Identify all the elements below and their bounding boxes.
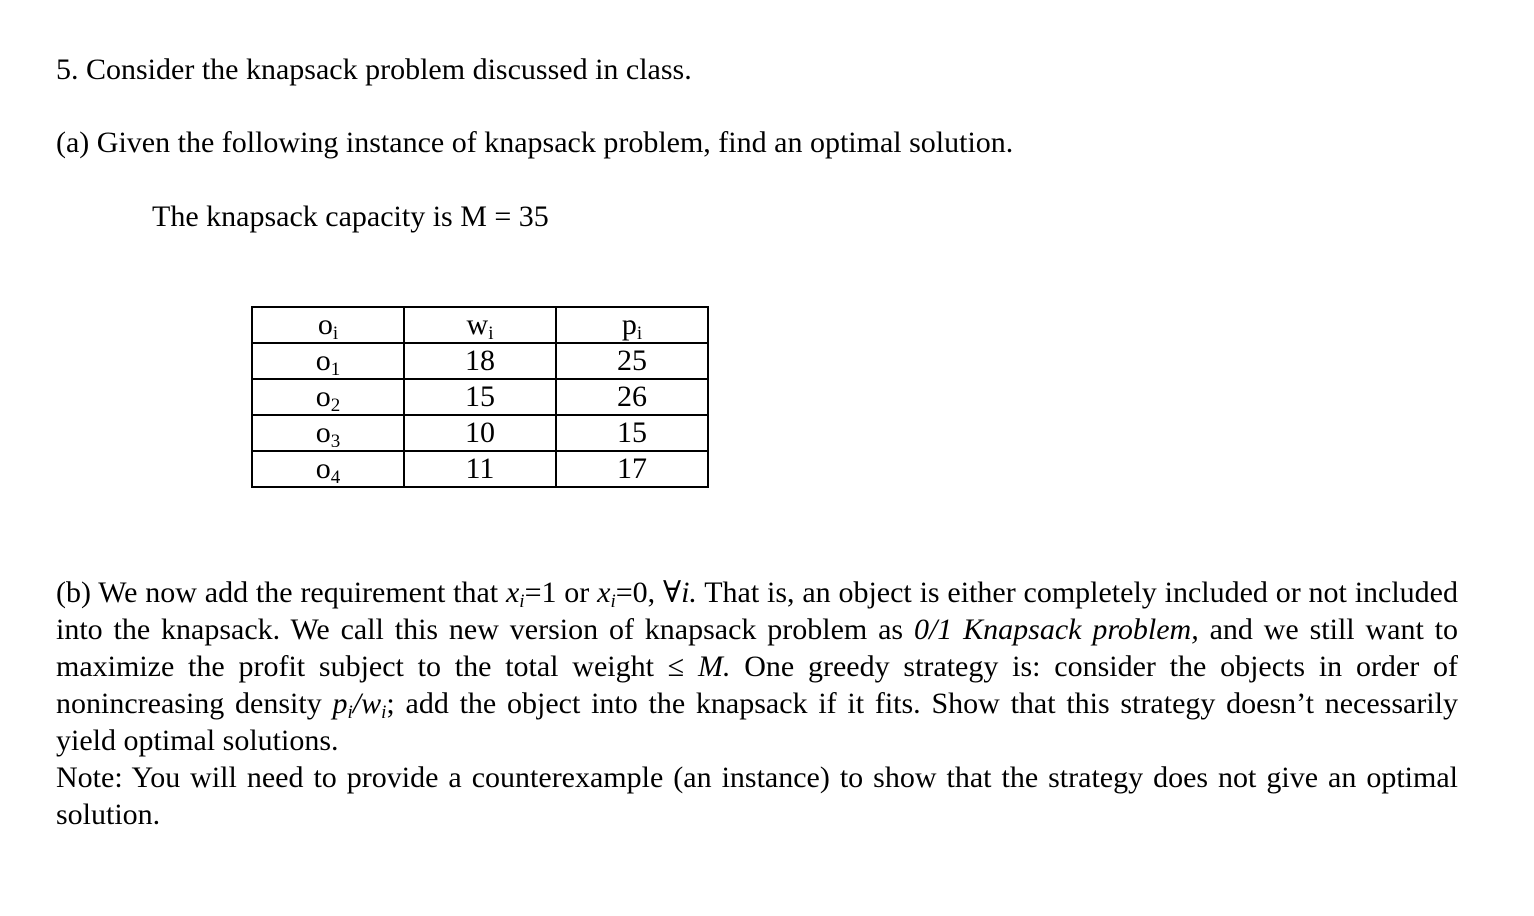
- table-header-row: [252, 307, 708, 343]
- table-row: [252, 379, 708, 415]
- weight-cell: 10: [404, 415, 556, 451]
- header-object: $o_i$: [252, 307, 404, 343]
- table-row: [252, 343, 708, 379]
- profit-cell: 17: [556, 451, 708, 487]
- weight-cell: 11: [404, 451, 556, 487]
- knapsack-instance-table: [251, 306, 709, 488]
- capacity-statement: The knapsack capacity is M = 35: [152, 200, 549, 233]
- part-a-prompt: (a) Given the following instance of knapsack problem, find an optimal solution.: [56, 126, 1014, 159]
- object-cell: $o_4$: [252, 451, 404, 487]
- part-b-prompt: (b) We now add the requirement that xi=1 or xi=0, ∀i. That is, an object is either completely included or not included into the knapsack. We call this new version of knapsack problem as 0/1 Knapsack problem, and we still want to maximize the profit subject to the total weight ≤ M. One greedy strategy is: consider the objects in order of nonincreasing density pi/wi; add the object into the knapsack if it fits. Show that this strategy doesn’t necessarily yield optimal solutions.: [56, 576, 1459, 757]
- part-b-note: Note: You will need to provide a counterexample (an instance) to show that the strategy does not give an optimal solution.: [56, 761, 1458, 831]
- weight-cell: 18: [404, 343, 556, 379]
- part-b-block: [56, 574, 1458, 833]
- weight-cell: 15: [404, 379, 556, 415]
- knapsack-variant-name: 0/1 Knapsack problem,: [913, 613, 1199, 646]
- object-cell: $o_1$: [252, 343, 404, 379]
- table-row: [252, 451, 708, 487]
- header-weight: $w_i$: [404, 307, 556, 343]
- object-cell: $o_3$: [252, 415, 404, 451]
- forall-symbol: ∀: [662, 576, 682, 609]
- object-cell: $o_2$: [252, 379, 404, 415]
- header-profit: $p_i$: [556, 307, 708, 343]
- question-heading: 5. Consider the knapsack problem discussed in class.: [56, 53, 692, 86]
- profit-cell: 25: [556, 343, 708, 379]
- table-row: [252, 415, 708, 451]
- profit-cell: 15: [556, 415, 708, 451]
- profit-cell: 26: [556, 379, 708, 415]
